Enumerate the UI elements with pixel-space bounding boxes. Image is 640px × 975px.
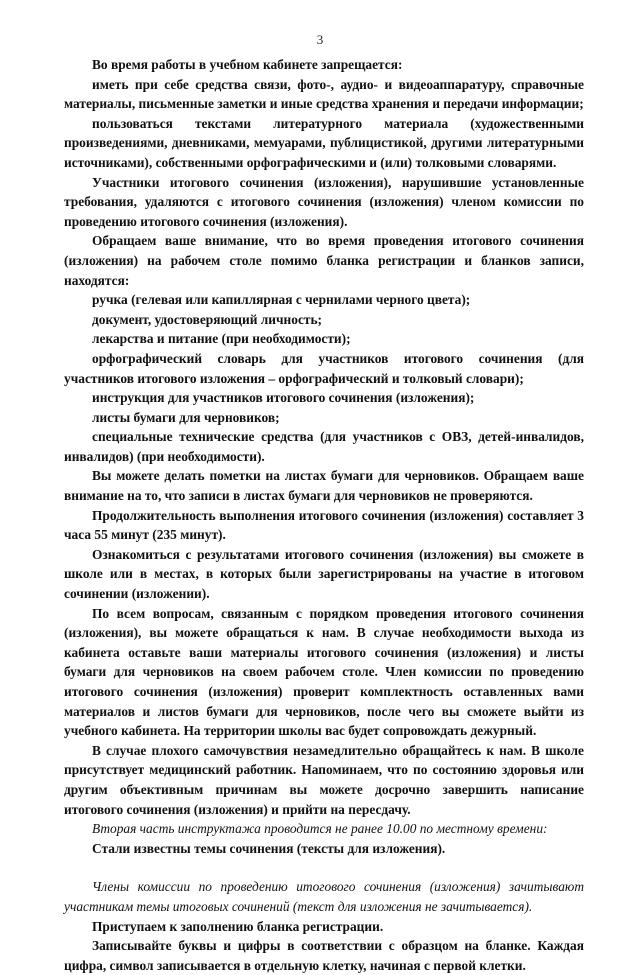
paragraph: Продолжительность выполнения итогового сочинения (изложения) составляет 3 часа 55 минут (235 минут). bbox=[64, 507, 584, 543]
paragraph: Ознакомиться с результатами итогового сочинения (изложения) вы сможете в школе или в местах, в которых были зарегистрированы на участие в итоговом сочинении (изложении). bbox=[64, 546, 584, 602]
list-item: специальные технические средства (для участников с ОВЗ, детей-инвалидов, инвалидов) (при необходимости). bbox=[64, 429, 584, 464]
list-item: инструкция для участников итогового сочинения (изложения); bbox=[92, 390, 475, 406]
paragraph: Записывайте буквы и цифры в соответствии с образцом на бланке. Каждая цифра, символ записывается в отдельную клетку, начиная с первой клетки. bbox=[64, 938, 584, 973]
paragraph: Вы можете делать пометки на листах бумаги для черновиков. Обращаем ваше внимание на то, что записи в листах бумаги для черновиков не проверяются. bbox=[64, 468, 584, 504]
list-item: лекарства и питание (при необходимости); bbox=[92, 331, 351, 347]
page-number: 3 bbox=[316, 32, 324, 47]
paragraph: иметь при себе средства связи, фото-, аудио- и видеоаппаратуру, справочные материалы, письменные заметки и иные средства хранения и передачи информации; bbox=[64, 76, 584, 112]
paragraph: пользоваться текстами литературного материала (художественными произведениями, дневниками, мемуарами, публицистикой, другими литературными источниками), собственными орфографическими и (или) толковыми словарями. bbox=[64, 115, 584, 170]
paragraph: Стали известны темы сочинения (тексты для изложения). bbox=[92, 840, 446, 856]
paragraph: Во время работы в учебном кабинете запрещается: bbox=[92, 57, 403, 72]
instruction-note: Вторая часть инструктажа проводится не ранее 10.00 по местному времени: bbox=[92, 821, 548, 837]
paragraph: Приступаем к заполнению бланка регистрации. bbox=[92, 918, 384, 934]
list-item: документ, удостоверяющий личность; bbox=[92, 311, 323, 327]
list-item: листы бумаги для черновиков; bbox=[92, 409, 280, 425]
list-item: орфографический словарь для участников итогового сочинения (для участников итогового изложения – орфографический и толковый словари); bbox=[64, 350, 584, 386]
instruction-note: Члены комиссии по проведению итогового сочинения (изложения) зачитывают участникам темы итоговых сочинений (текст для изложения не зачитывается). bbox=[64, 879, 584, 914]
document-body bbox=[64, 55, 584, 975]
paragraph: Обращаем ваше внимание, что во время проведения итогового сочинения (изложения) на рабочем столе помимо бланка регистрации и бланков записи, находятся: bbox=[64, 233, 584, 288]
paragraph: В случае плохого самочувствия незамедлительно обращайтесь к нам. В школе присутствует медицинский работник. Напоминаем, что по состоянию здоровья или другим объективным причинам вы можете досрочно завершить написание итогового сочинения (изложения) и прийти на пересдачу. bbox=[64, 742, 584, 817]
list-item: ручка (гелевая или капиллярная с чернилами черного цвета); bbox=[92, 292, 471, 308]
paragraph: По всем вопросам, связанным с порядком проведения итогового сочинения (изложения), вы можете обращаться к нам. В случае необходимости выхода из кабинета оставьте ваши материалы итогового сочинения (изложения) и листы бумаги для черновиков на своем рабочем столе. Член комиссии по проведению итогового сочинения (изложения) проверит комплектность оставленных вами материалов и листов бумаги для черновиков, после чего вы сможете выйти из учебного кабинета. На территории школы вас будет сопровождать дежурный. bbox=[64, 605, 584, 739]
paragraph: Участники итогового сочинения (изложения), нарушившие установленные требования, удаляются с итогового сочинения (изложения) членом комиссии по проведению итогового сочинения (изложения). bbox=[64, 174, 584, 229]
